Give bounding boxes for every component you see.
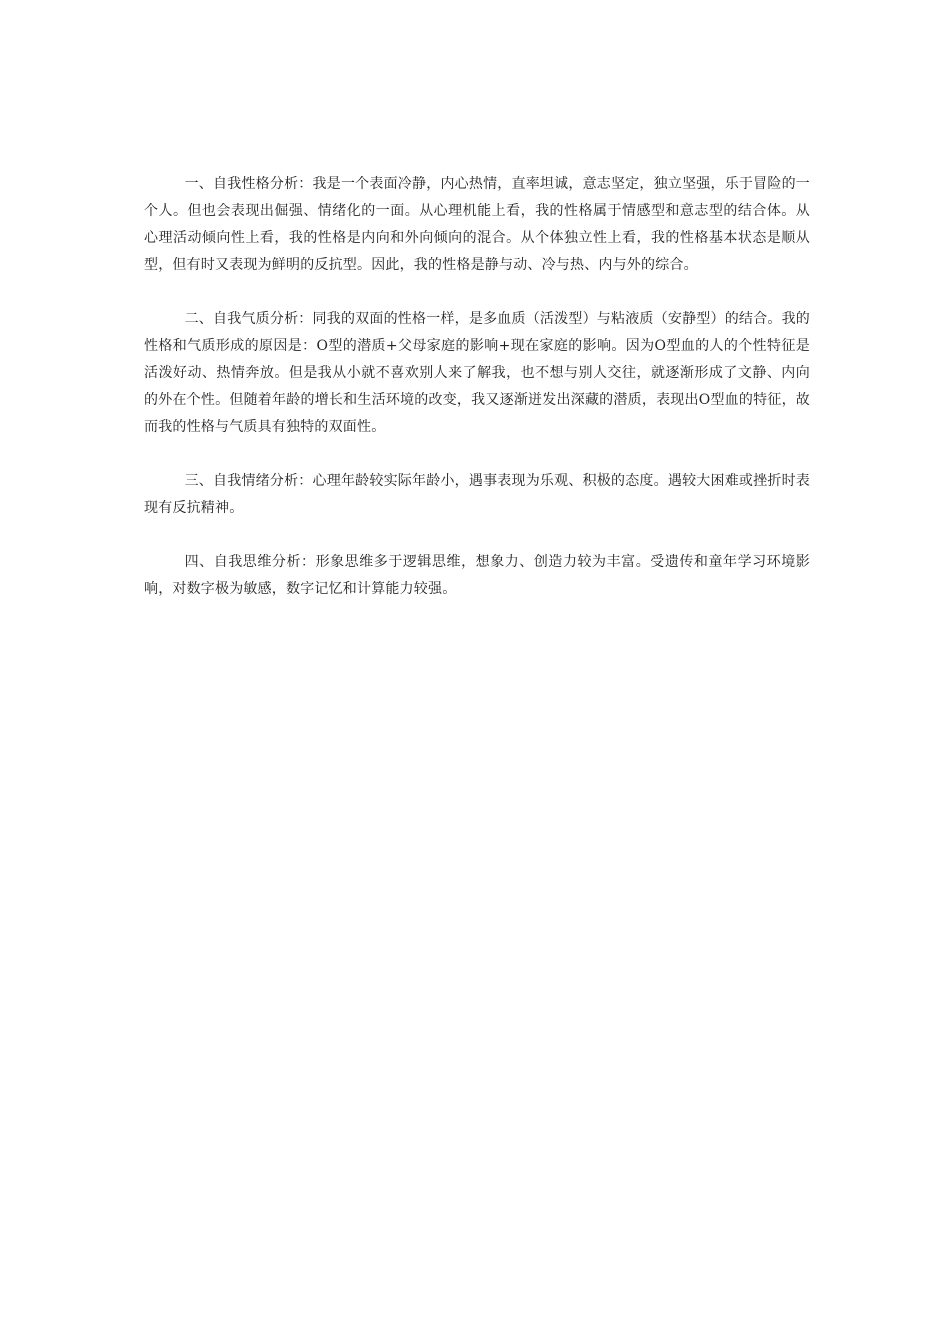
document-body [144, 171, 810, 630]
paragraph-temperament: 二、自我气质分析：同我的双面的性格一样，是多血质（活泼型）与粘液质（安静型）的结合。我的性格和气质形成的原因是：O型的潜质+父母家庭的影响+现在家庭的影响。因为O型血的人的个性特征是活泼好动、热情奔放。但是我从小就不喜欢别人来了解我，也不想与别人交往，就逐渐形成了文静、内向的外在个性。但随着年龄的增长和生活环境的改变，我又逐渐迸发出深藏的潜质，表现出O型血的特征，故而我的性格与气质具有独特的双面性。 [144, 311, 810, 435]
paragraph-emotion: 三、自我情绪分析：心理年龄较实际年龄小，遇事表现为乐观、积极的态度。遇较大困难或挫折时表现有反抗精神。 [144, 473, 810, 516]
paragraph-thinking: 四、自我思维分析：形象思维多于逻辑思维，想象力、创造力较为丰富。受遗传和童年学习环境影响，对数字极为敏感，数字记忆和计算能力较强。 [144, 554, 810, 597]
paragraph-personality: 一、自我性格分析：我是一个表面冷静，内心热情，直率坦诚，意志坚定，独立坚强，乐于冒险的一个人。但也会表现出倔强、情绪化的一面。从心理机能上看，我的性格属于情感型和意志型的结合体。从心理活动倾向性上看，我的性格是内向和外向倾向的混合。从个体独立性上看，我的性格基本状态是顺从型，但有时又表现为鲜明的反抗型。因此，我的性格是静与动、冷与热、内与外的综合。 [144, 176, 810, 273]
